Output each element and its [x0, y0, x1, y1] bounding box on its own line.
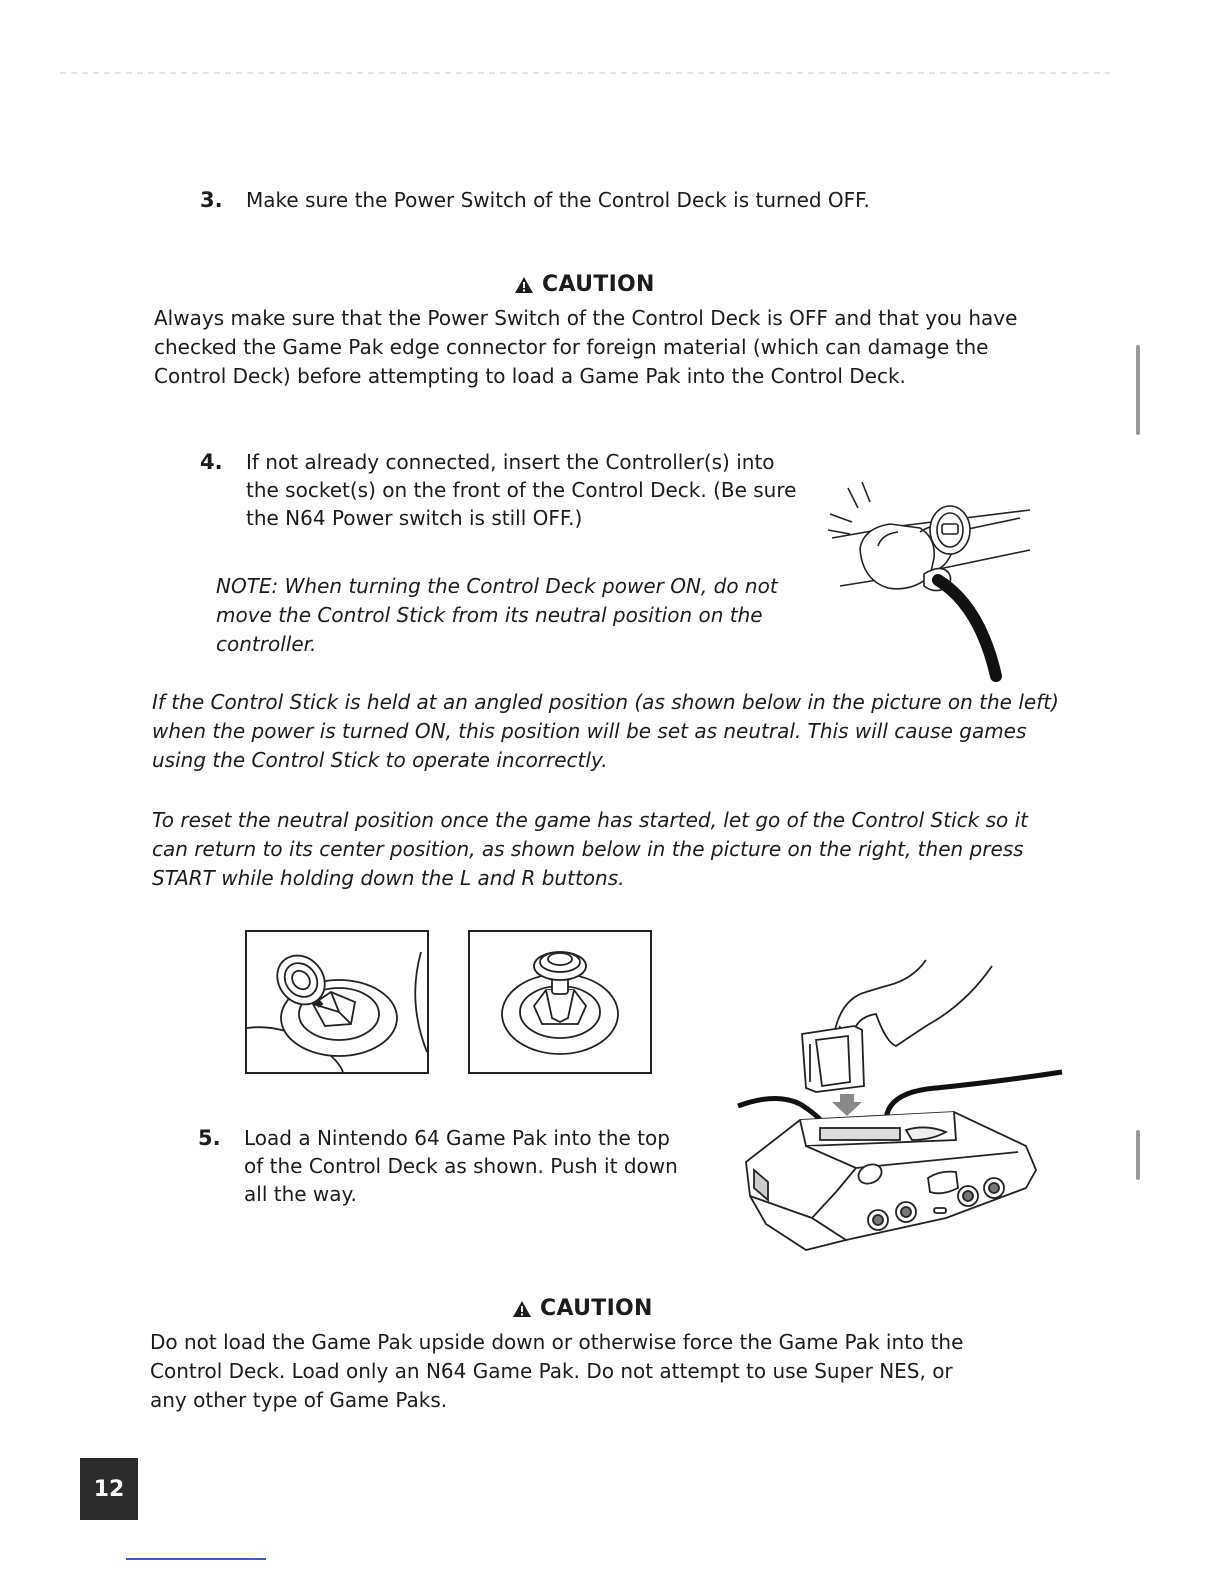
step-3: [200, 186, 1100, 216]
text-line: NOTE: When turning the Control Deck power ON, do not: [216, 574, 778, 598]
step-text: Make sure the Power Switch of the Control Deck is turned OFF.: [246, 188, 870, 212]
text-line: Control Deck. Load only an N64 Game Pak. Do not attempt to use Super NES, or: [150, 1359, 953, 1383]
text-line: If the Control Stick is held at an angled position (as shown below in the picture on the left): [152, 690, 1059, 714]
text-line: of the Control Deck as shown. Push it down: [244, 1154, 678, 1178]
note-text: [216, 572, 816, 659]
page-number: 12: [93, 1476, 125, 1502]
text-line: using the Control Stick to operate incorrectly.: [152, 748, 608, 772]
step-4: [200, 448, 820, 538]
text-line: Always make sure that the Power Switch of the Control Deck is OFF and that you have: [154, 306, 1018, 330]
text-line: Load a Nintendo 64 Game Pak into the top: [244, 1126, 670, 1150]
step-text: [244, 1124, 678, 1208]
controller-plug-illustration: [820, 476, 1040, 686]
caution-text: [154, 304, 1054, 391]
text-line: If not already connected, insert the Controller(s) into: [246, 450, 775, 474]
warning-triangle-icon: [512, 1300, 532, 1318]
scan-artifact-line: [60, 72, 1110, 74]
control-stick-centered-figure: [468, 930, 652, 1074]
text-line: move the Control Stick from its neutral position on the: [216, 603, 763, 627]
text-line: when the power is turned ON, this position will be set as neutral. This will cause games: [152, 719, 1027, 743]
step-number: 5.: [198, 1126, 221, 1150]
text-line: Control Deck) before attempting to load a Game Pak into the Control Deck.: [154, 364, 906, 388]
footer-divider: [126, 1558, 266, 1560]
angled-position-paragraph: [152, 688, 1072, 775]
caution-title: CAUTION: [540, 1296, 653, 1321]
scan-edge-mark: [1136, 345, 1140, 435]
warning-triangle-icon: [514, 276, 534, 294]
step-text: [246, 448, 796, 532]
console-game-pak-illustration: [736, 956, 1066, 1260]
text-line: START while holding down the L and R buttons.: [152, 866, 625, 890]
text-line: checked the Game Pak edge connector for foreign material (which can damage the: [154, 335, 989, 359]
caution-title: CAUTION: [542, 272, 655, 297]
step-number: 3.: [200, 188, 223, 212]
text-line: all the way.: [244, 1182, 357, 1206]
text-line: controller.: [216, 632, 317, 656]
text-line: the N64 Power switch is still OFF.): [246, 506, 583, 530]
text-line: can return to its center position, as shown below in the picture on the right, then press: [152, 837, 1024, 861]
control-stick-angled-figure: [245, 930, 429, 1074]
reset-neutral-paragraph: [152, 806, 1072, 893]
step-number: 4.: [200, 450, 223, 474]
step-5: [198, 1124, 718, 1214]
text-line: Do not load the Game Pak upside down or otherwise force the Game Pak into the: [150, 1330, 964, 1354]
text-line: any other type of Game Paks.: [150, 1388, 448, 1412]
caution-text: [150, 1328, 1050, 1415]
page-number-badge: [80, 1458, 138, 1520]
caution-heading: [514, 272, 655, 297]
text-line: To reset the neutral position once the game has started, let go of the Control Stick so it: [152, 808, 1028, 832]
caution-heading: [512, 1296, 653, 1321]
scan-edge-mark: [1136, 1130, 1140, 1180]
text-line: the socket(s) on the front of the Control Deck. (Be sure: [246, 478, 797, 502]
